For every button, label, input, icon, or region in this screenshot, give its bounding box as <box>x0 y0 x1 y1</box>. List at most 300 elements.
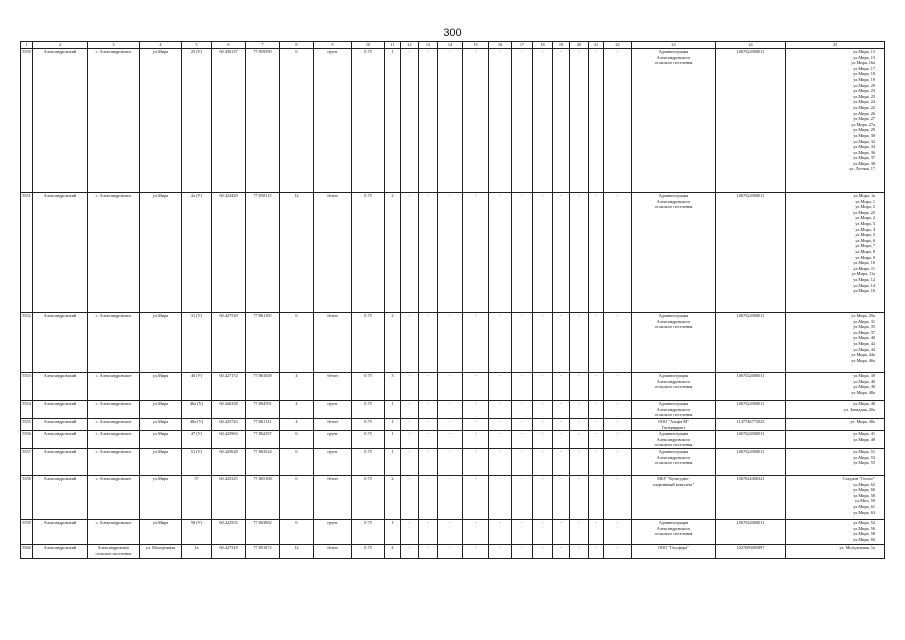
table-cell: - <box>553 519 570 544</box>
cell-line: ООО "Альфа-М" <box>657 419 690 424</box>
table-cell: - <box>419 448 438 475</box>
table-cell: 1 <box>385 519 401 544</box>
table-row <box>21 431 885 449</box>
table-cell: - <box>512 313 533 373</box>
table-row <box>21 193 885 313</box>
table-cell: - <box>438 49 463 193</box>
cell-line: сельского поселения <box>654 204 693 210</box>
cell-line: ул.Мира, 5 <box>855 232 875 238</box>
cell-line: Стадион "Геолог" <box>842 475 875 481</box>
cell-line: ул.Мира, 60 <box>853 487 875 493</box>
table-cell: 31 (У) <box>182 313 212 373</box>
cell-line: ул.Мира, 2 <box>855 204 875 210</box>
table-cell: 60.425743 <box>212 419 246 431</box>
table-cell: 5557 <box>21 448 33 475</box>
table-cell: 77.861058 <box>246 373 280 401</box>
cell-line: сельского поселения <box>654 60 693 66</box>
table-cell: - <box>419 475 438 519</box>
table-cell: 58 (У) <box>182 519 212 544</box>
table-cell: 1 <box>385 419 401 431</box>
table-cell: - <box>512 431 533 449</box>
table-cell: 60.425963 <box>212 431 246 449</box>
cell-line: ул.Мира, 46 <box>853 384 875 390</box>
cell-line: ул.Мира, 11а <box>851 271 875 277</box>
cell-line: ул.Мира, 63 <box>853 509 875 515</box>
table-cell: 0.75 <box>352 313 385 373</box>
cell-line: сельского поселения <box>654 324 693 330</box>
cell-line: ул.Мира, 25 <box>853 93 875 99</box>
address-list <box>787 476 883 519</box>
column-header: 20 <box>570 42 589 49</box>
cell-line: Александровское <box>97 544 130 550</box>
table-cell: ул.Мира <box>140 193 182 313</box>
table-cell: - <box>570 431 589 449</box>
table-cell: - <box>604 401 632 419</box>
table-row <box>21 419 885 431</box>
cell-line: ул.Мира, 18 <box>853 71 875 77</box>
table-cell: - <box>512 49 533 193</box>
address-list <box>787 373 883 400</box>
table-cell: 2 <box>385 475 401 519</box>
table-cell: грунт <box>314 401 352 419</box>
cell-line: ул.Мира, 29 <box>853 127 875 133</box>
table-cell: 6 <box>280 431 314 449</box>
cell-line: сельского поселения <box>654 460 693 466</box>
cell-line: ул.Мира, 61 <box>853 503 875 509</box>
table-cell: 48а (У) <box>182 419 212 431</box>
table-cell: - <box>438 475 463 519</box>
table-cell: с. Александровское <box>88 373 140 401</box>
table-cell: - <box>463 373 489 401</box>
table-cell: - <box>604 49 632 193</box>
table-cell: 5550 <box>21 49 33 193</box>
table-cell: 60.425628 <box>212 448 246 475</box>
table-cell: 12 <box>280 544 314 558</box>
table-cell: - <box>570 519 589 544</box>
cell-line: ул.Мира, 39 <box>853 373 875 378</box>
table-cell: ул.Мира <box>140 401 182 419</box>
table-cell <box>786 431 885 449</box>
table-cell: - <box>533 401 553 419</box>
table-cell <box>786 419 885 431</box>
table-row <box>21 519 885 544</box>
cell-line: ул. Мира, 48а <box>850 419 875 424</box>
table-row <box>21 373 885 401</box>
table-cell: - <box>401 313 419 373</box>
table-cell: ул.Мира <box>140 419 182 431</box>
table-cell: ул. Молодежная <box>140 544 182 558</box>
table-cell: - <box>570 419 589 431</box>
cell-line: ул.Мира, 27а <box>851 121 875 127</box>
table-row <box>21 544 885 558</box>
table-cell: 1067022000011 <box>716 193 786 313</box>
cell-line: Александровского <box>656 378 691 384</box>
cell-line: ул.Мира, 23 <box>853 88 875 94</box>
table-cell: - <box>419 544 438 558</box>
table-cell: - <box>589 475 604 519</box>
table-cell <box>786 401 885 419</box>
table-cell: Александровский <box>33 401 88 419</box>
table-cell: - <box>401 401 419 419</box>
table-cell <box>632 448 716 475</box>
table-cell: Александровский <box>33 193 88 313</box>
table-cell: - <box>553 544 570 558</box>
cell-line: ул. Молодежная, 1а <box>839 544 875 550</box>
cell-line: Администрация <box>658 49 689 54</box>
table-cell <box>786 544 885 558</box>
address-list <box>787 313 883 372</box>
cell-line: Администрация <box>658 448 689 454</box>
column-header: 8 <box>280 42 314 49</box>
table-cell: бетон <box>314 313 352 373</box>
column-header: 22 <box>604 42 632 49</box>
cell-line: Александровского <box>656 198 691 204</box>
table-cell: - <box>533 49 553 193</box>
table-cell: - <box>401 49 419 193</box>
table-cell: 2 <box>385 193 401 313</box>
table-cell: ул.Мира <box>140 448 182 475</box>
table-cell: - <box>489 313 512 373</box>
table-cell: 1067022000011 <box>716 519 786 544</box>
table-cell <box>786 193 885 313</box>
table-cell <box>786 373 885 401</box>
cell-line: ул.Мира, 17 <box>853 65 875 71</box>
cell-line: ул.Мира, 44 <box>853 346 875 352</box>
table-cell: - <box>589 373 604 401</box>
table-cell: - <box>553 193 570 313</box>
table-cell: - <box>604 193 632 313</box>
table-cell: - <box>553 373 570 401</box>
table-cell: - <box>438 313 463 373</box>
cell-line: ул.Мира, 62 <box>853 481 875 487</box>
table-cell <box>632 193 716 313</box>
address-list <box>787 545 883 558</box>
table-cell: 6 <box>280 448 314 475</box>
table-cell: 77.859399 <box>246 49 280 193</box>
table-cell: - <box>463 448 489 475</box>
table-cell: - <box>419 401 438 419</box>
cell-line: ул.Мира, 48 <box>853 401 875 406</box>
table-cell: 60.425325 <box>212 475 246 519</box>
table-cell: - <box>553 448 570 475</box>
table-cell: - <box>604 431 632 449</box>
table-cell: 77.861131 <box>246 419 280 431</box>
table-cell: 4 <box>385 544 401 558</box>
table-cell: 6 <box>280 519 314 544</box>
cell-line: ул.Мира, 20 <box>853 82 875 88</box>
table-cell: 57 <box>182 475 212 519</box>
table-cell: с. Александровское <box>88 419 140 431</box>
table-cell: - <box>401 193 419 313</box>
cell-line: ул.Мира, 44а <box>851 352 875 358</box>
table-cell: - <box>570 313 589 373</box>
cell-line: ул.Мира, 40 <box>853 378 875 384</box>
column-header: 1 <box>21 42 33 49</box>
table-cell: 5554 <box>21 401 33 419</box>
table-cell: - <box>589 448 604 475</box>
table-cell: ул.Мира <box>140 475 182 519</box>
table-cell: бетон <box>314 475 352 519</box>
table-cell: бетон <box>314 544 352 558</box>
table-cell: 1067022000011 <box>716 49 786 193</box>
table-cell: - <box>489 419 512 431</box>
table-row <box>21 401 885 419</box>
table-cell: 1067022000011 <box>716 401 786 419</box>
table-cell: грунт <box>314 519 352 544</box>
column-header: 6 <box>212 42 246 49</box>
table-cell: 77.851872 <box>246 544 280 558</box>
table-cell: - <box>589 544 604 558</box>
cell-line: ул.Мира, 26 <box>853 110 875 116</box>
cell-line: ул.Мира, 13 <box>853 49 875 54</box>
table-cell: 4 <box>280 419 314 431</box>
page-number: 300 <box>443 27 462 39</box>
column-header: 12 <box>401 42 419 49</box>
cell-line: Александровского <box>656 525 691 531</box>
table-cell: ул.Мира <box>140 313 182 373</box>
table-cell: 60.430137 <box>212 49 246 193</box>
table-cell: с. Александровское <box>88 431 140 449</box>
table-cell: Александровский <box>33 419 88 431</box>
table-cell: - <box>419 49 438 193</box>
column-header: 10 <box>352 42 385 49</box>
table-cell: грунт <box>314 448 352 475</box>
table-cell: - <box>533 373 553 401</box>
cell-line: ул.Мира, 9 <box>855 254 875 260</box>
column-header: 14 <box>438 42 463 49</box>
table-header-row <box>21 42 885 49</box>
column-header: 11 <box>385 42 401 49</box>
table-cell: - <box>570 448 589 475</box>
cell-line: ул.Мира, 19 <box>853 76 875 82</box>
table-cell: - <box>512 419 533 431</box>
column-header: 16 <box>489 42 512 49</box>
cell-line: ул.Мира, 22 <box>853 104 875 110</box>
table-cell: 2 <box>385 313 401 373</box>
cell-line: сельское поселение <box>95 550 132 556</box>
table-cell: - <box>438 448 463 475</box>
cell-line: Администрация <box>658 373 689 378</box>
table-cell: - <box>570 193 589 313</box>
cell-line: ул.Мира, 1 <box>855 198 875 204</box>
table-cell: - <box>604 313 632 373</box>
table-cell: - <box>463 419 489 431</box>
cell-line: ул.Мира, 1а <box>853 193 875 198</box>
cell-line: ул.Мира, 4 <box>855 226 875 232</box>
table-cell: - <box>553 313 570 373</box>
cell-line: ул.Мира, 24 <box>853 99 875 105</box>
table-cell: 6 <box>280 475 314 519</box>
table-cell: - <box>533 313 553 373</box>
table-cell: - <box>489 431 512 449</box>
table-cell: 5556 <box>21 431 33 449</box>
cell-line: ул.Мира, 40 <box>853 335 875 341</box>
table-cell: 25 (У) <box>182 49 212 193</box>
table-cell: - <box>553 475 570 519</box>
cell-line: ул.Мира, 6 <box>855 237 875 243</box>
table-cell: с. Александровское <box>88 448 140 475</box>
cell-line: Администрация <box>658 193 689 198</box>
table-cell: 1 <box>385 431 401 449</box>
table-cell: - <box>401 519 419 544</box>
cell-line: ул.Мира, 51 <box>853 448 875 454</box>
cell-line: сельского поселения <box>654 384 693 390</box>
table-cell: - <box>589 313 604 373</box>
column-header: 17 <box>512 42 533 49</box>
cell-line: Александровского <box>656 454 691 460</box>
table-cell <box>632 419 716 431</box>
cell-line: ул.Мира, 58 <box>853 531 875 537</box>
table-body <box>21 49 885 559</box>
table-cell: 0.75 <box>352 448 385 475</box>
cell-line: МБУ "Культурно- <box>657 475 690 481</box>
table-cell: - <box>570 544 589 558</box>
table-cell: бетон <box>314 193 352 313</box>
table-cell: 1а <box>182 544 212 558</box>
cell-line: ул.Мира, 31 <box>853 318 875 324</box>
table-cell: - <box>604 419 632 431</box>
table-cell: - <box>512 373 533 401</box>
table-cell: 60.422555 <box>212 519 246 544</box>
table-cell: 0.75 <box>352 193 385 313</box>
cell-line: ул.Мира, 7 <box>855 243 875 249</box>
table-cell: ул.Мира <box>140 519 182 544</box>
cell-line: ул.Мira, 59 <box>855 498 875 504</box>
table-cell: 46а (У) <box>182 401 212 419</box>
table-cell <box>632 49 716 193</box>
table-cell: 0.75 <box>352 519 385 544</box>
table-cell: ул.Мира <box>140 373 182 401</box>
table-cell: бетон <box>314 419 352 431</box>
table-cell: - <box>533 448 553 475</box>
cell-line: ул.Мира, 10 <box>853 260 875 266</box>
table-cell: 6 <box>280 313 314 373</box>
table-cell: - <box>570 373 589 401</box>
table-cell: - <box>533 193 553 313</box>
table-cell: - <box>438 519 463 544</box>
cell-line: ул.Мира, 14 <box>853 282 875 288</box>
cell-line: ул.Мира, 30 <box>853 132 875 138</box>
table-cell <box>786 49 885 193</box>
table-row <box>21 313 885 373</box>
table-cell <box>88 544 140 558</box>
table-cell: 1147746775025 <box>716 419 786 431</box>
table-cell: 5555 <box>21 419 33 431</box>
table-cell: с. Александровское <box>88 475 140 519</box>
table-cell: - <box>419 313 438 373</box>
cell-line: ул.Мира, 55 <box>853 460 875 466</box>
table-cell: 0.75 <box>352 401 385 419</box>
address-list <box>787 449 883 475</box>
cell-line: ул.Мира, 36 <box>853 149 875 155</box>
cell-line: спортивный комплекс" <box>652 481 695 487</box>
cell-line: ул.Мира, 15 <box>853 54 875 60</box>
table-cell <box>632 401 716 419</box>
table-cell: - <box>512 544 533 558</box>
table-cell: 77.864701 <box>246 401 280 419</box>
table-cell: - <box>438 431 463 449</box>
cell-line: сельского поселения <box>654 531 693 537</box>
column-header: 21 <box>589 42 604 49</box>
column-header: 7 <box>246 42 280 49</box>
cell-line: Александровского <box>656 318 691 324</box>
column-header: 19 <box>553 42 570 49</box>
table-cell: - <box>533 544 553 558</box>
table-cell: - <box>401 373 419 401</box>
cell-line: ул.Мира, 49 <box>853 436 875 442</box>
table-cell: ул.Мира <box>140 49 182 193</box>
table-cell: 77.865168 <box>246 475 280 519</box>
table-cell: 77.863524 <box>246 448 280 475</box>
table-cell: 5552 <box>21 313 33 373</box>
table-cell: - <box>401 419 419 431</box>
column-header: 13 <box>419 42 438 49</box>
table-cell: Александровский <box>33 519 88 544</box>
address-list <box>787 431 883 446</box>
cell-line: Администрация <box>658 401 689 406</box>
column-header: 18 <box>533 42 553 49</box>
table-cell: Александровский <box>33 431 88 449</box>
cell-line: Гипермаркет <box>661 424 686 430</box>
table-cell: 6 <box>280 49 314 193</box>
cell-line: сельского поселения <box>654 412 693 418</box>
table-cell <box>786 448 885 475</box>
table-cell: - <box>553 419 570 431</box>
table-cell: 1067022000011 <box>716 373 786 401</box>
table-cell: - <box>553 401 570 419</box>
cell-line: Александровского <box>656 406 691 412</box>
table-cell: - <box>438 401 463 419</box>
table-cell: Александровский <box>33 313 88 373</box>
table-cell: 1 <box>385 401 401 419</box>
table-cell: 77.858115 <box>246 193 280 313</box>
table-cell: 60.426358 <box>212 401 246 419</box>
table-cell: - <box>489 49 512 193</box>
table-cell: - <box>401 544 419 558</box>
table-cell: 5551 <box>21 193 33 313</box>
table-cell: - <box>604 544 632 558</box>
table-cell: 1 <box>385 448 401 475</box>
table-cell: - <box>419 419 438 431</box>
column-header: 9 <box>314 42 352 49</box>
table-cell: - <box>533 419 553 431</box>
table-cell: - <box>463 313 489 373</box>
table-cell: - <box>604 475 632 519</box>
cell-line: ул.Мира, 53 <box>853 454 875 460</box>
table-cell: - <box>604 373 632 401</box>
table-cell: 12 <box>280 193 314 313</box>
table-cell: - <box>512 448 533 475</box>
table-cell: - <box>589 401 604 419</box>
table-cell <box>632 519 716 544</box>
registry-table <box>20 41 885 559</box>
table-row <box>21 448 885 475</box>
table-cell: - <box>419 519 438 544</box>
table-cell: грунт <box>314 431 352 449</box>
table-cell <box>786 519 885 544</box>
table-cell <box>632 373 716 401</box>
table-cell: 60.427318 <box>212 544 246 558</box>
table-row <box>21 475 885 519</box>
table-cell: - <box>463 431 489 449</box>
table-cell: бетон <box>314 373 352 401</box>
table-cell: 46 (У) <box>182 373 212 401</box>
cell-line: Администрация <box>658 313 689 318</box>
table-cell <box>786 475 885 519</box>
table-cell: 4 <box>280 373 314 401</box>
table-cell: 47 (У) <box>182 431 212 449</box>
table-cell: 3 <box>385 373 401 401</box>
